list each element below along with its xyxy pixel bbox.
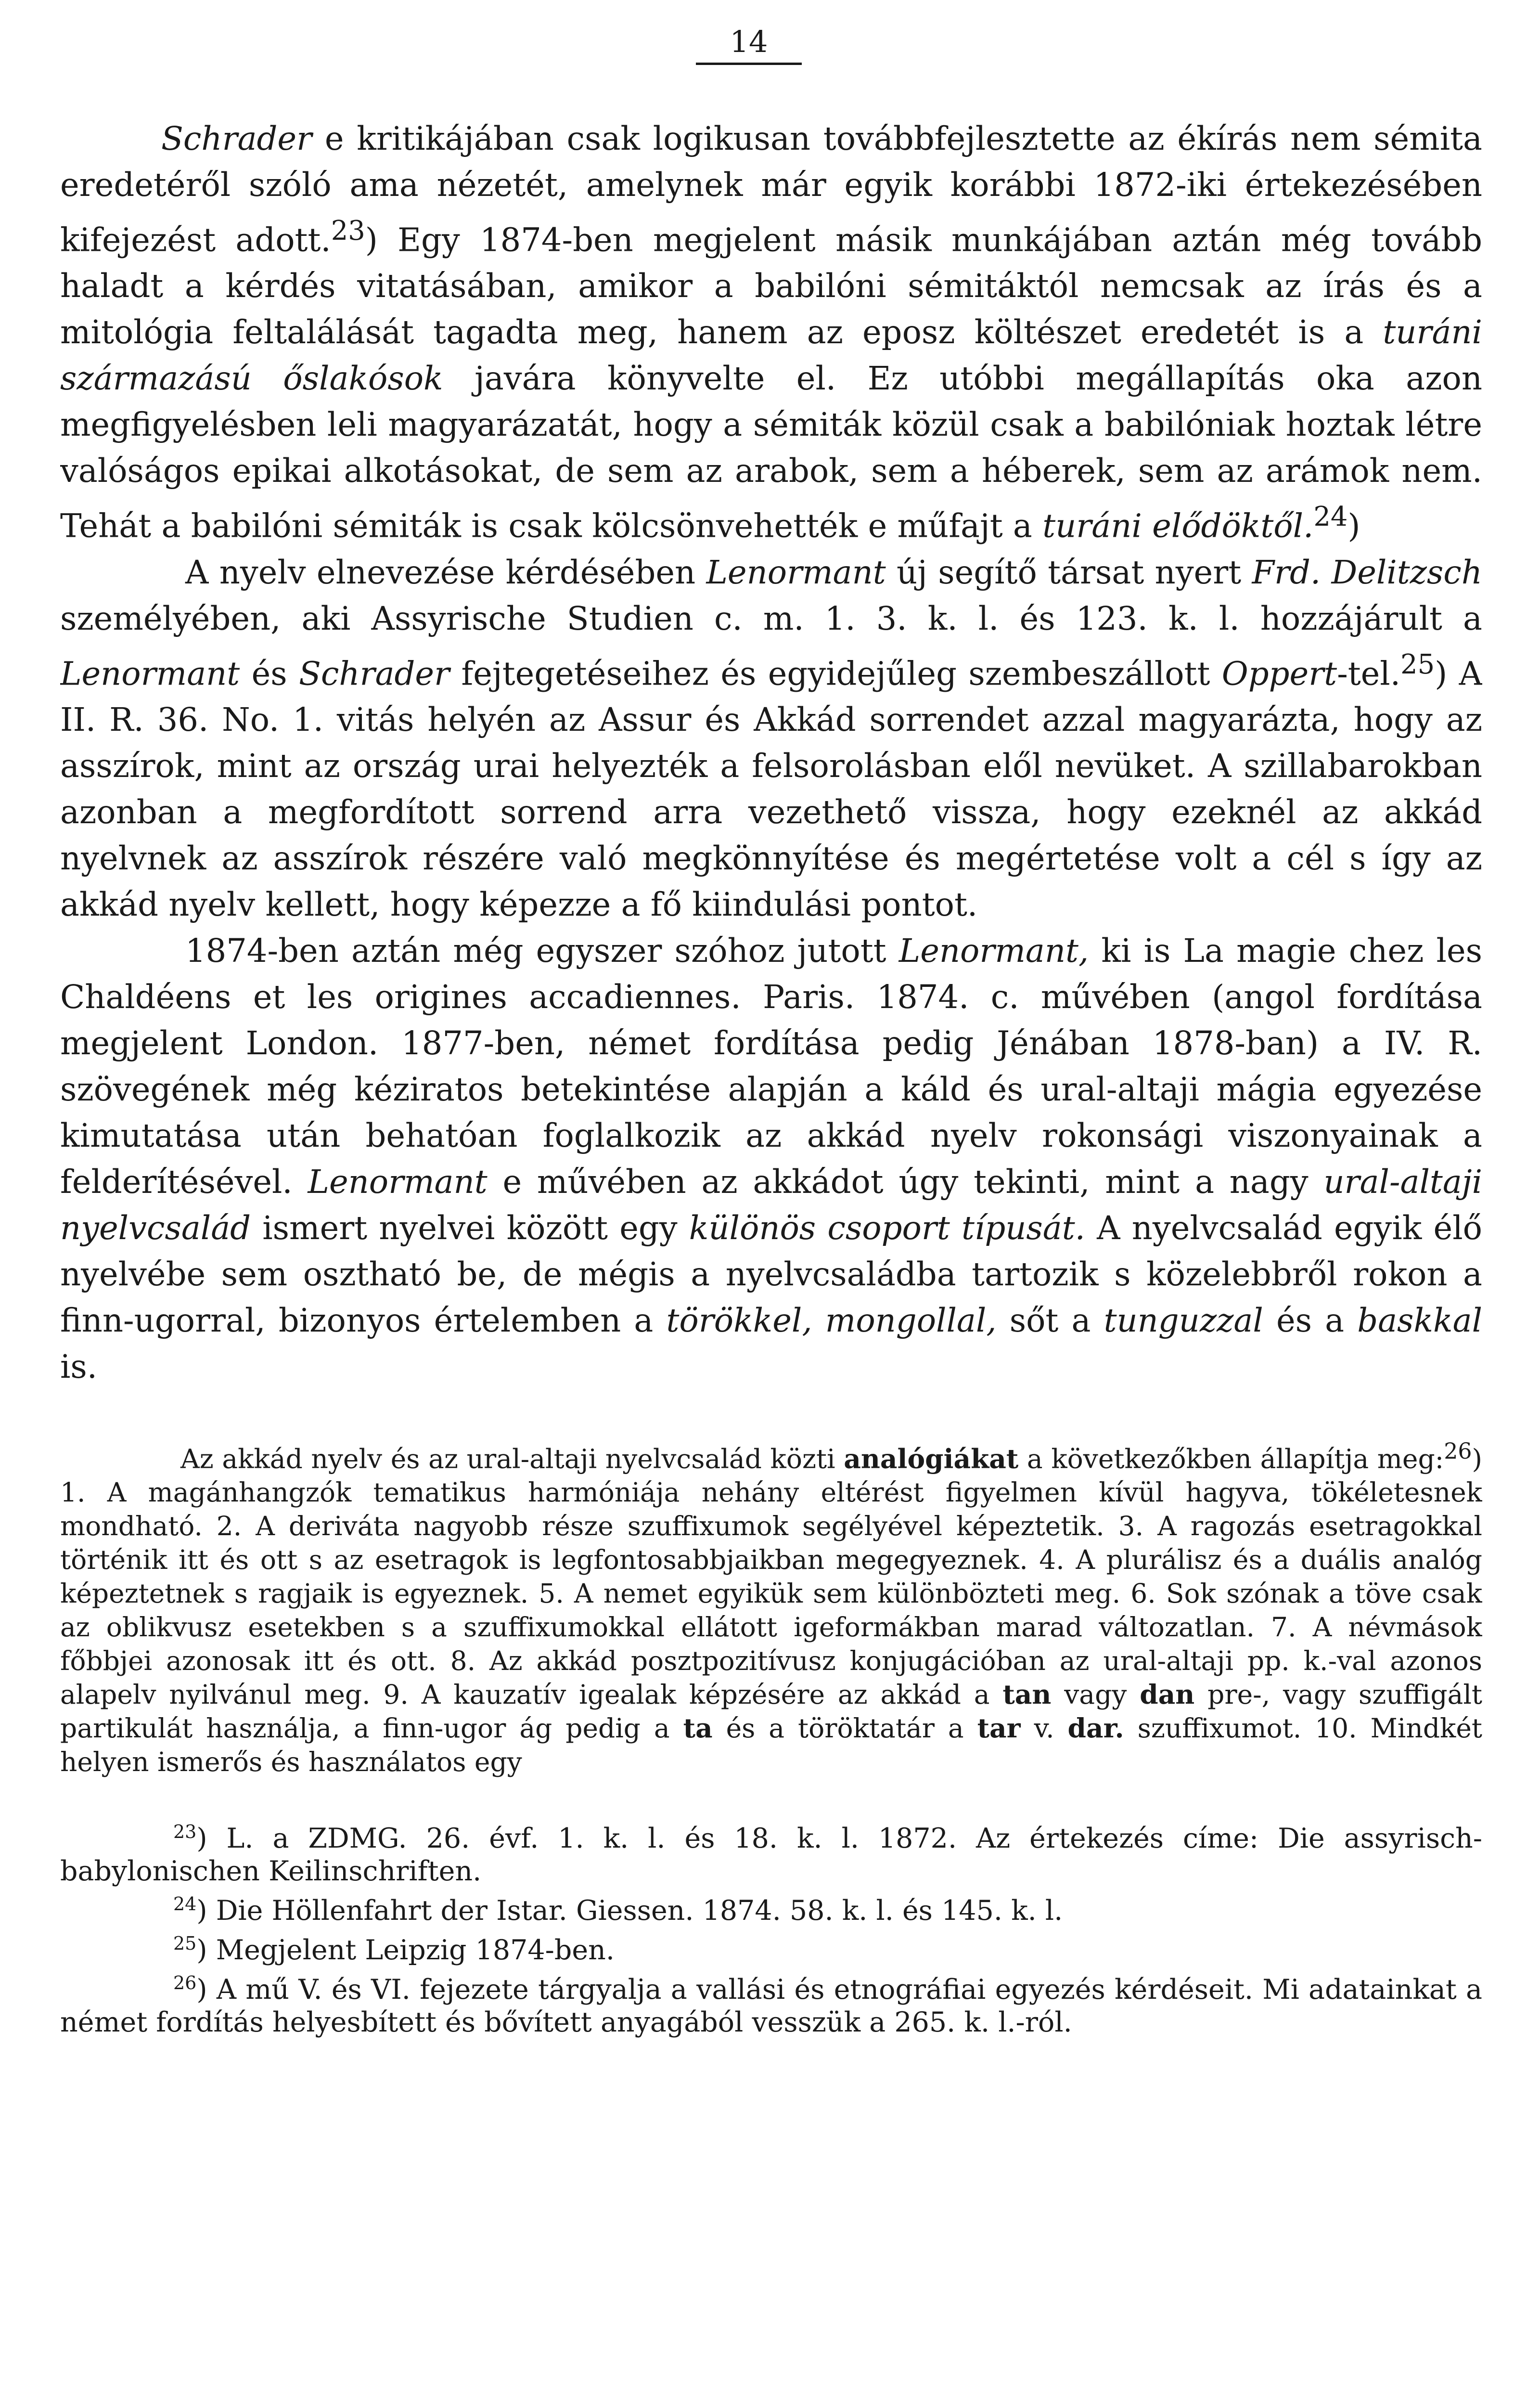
paragraph-text: ki is La magie chez les Chaldéens et les origines accadiennes. Paris. 1874. c. művében (angol fordítása megjelent London. 1877-ben, német fordítása pedig Jénában 1878-ban) a IV. R. szövegének még kéziratos betekintése alapján a káld és ural-altaji mágia egyezése kimutatása után behatóan foglalkozik az akkád nyelv rokonsági viszonyainak a felderítésével.	[60, 932, 1482, 1201]
paragraph-text: javára könyvelte el. Ez utóbbi megállapítás oka azon megfigyelésben leli magyarázatát, hogy a sémiták közül csak a babilóniak hoztak létre valóságos epikai alkotásokat, de sem az arabok, sem a héberek, sem az arámok nem. Tehát a babilóni sémiták is csak kölcsönvehették e műfajt a	[60, 360, 1482, 545]
paragraph-text: sőt a	[996, 1301, 1104, 1339]
paragraph-text: A nyelvcsalád egyik élő nyelvébe sem osztható be, de mégis a nyelvcsaládba tartozik s közelebbről rokon a finn-ugorral, bizonyos értelemben a	[60, 1209, 1482, 1339]
italic-phrase: törökkel, mongollal,	[666, 1301, 997, 1339]
author-name-lenormant: Lenormant	[706, 553, 886, 591]
main-text	[60, 116, 1482, 1390]
note-text: és a töröktatár a	[712, 1713, 977, 1744]
author-name-delitzsch: Frd. Delitzsch	[1252, 553, 1482, 591]
footnote-number: 23	[173, 1821, 197, 1843]
footnote-25	[60, 1934, 1482, 1967]
note-text: ) 1. A magánhangzók tematikus harmóniája nehány eltérést figyelmen kívül hagyva, tökéletesnek mondható. 2. A deriváta nagyobb része szuffixumok segélyével képeztetik. 3. A ragozás esetragokkal történik itt és ott s az esetragok is legfontosabbjaikban megegyeznek. 4. A plurálisz és a duális analóg képeztetnek s ragjaik is egyeznek. 5. A nemet egyikük sem különbözteti meg. 6. Sok szónak a töve csak az oblikvusz esetekben s a szuffixumokkal ellátott igeformákban marad változatlan. 7. A névmások főbbjei azonosak itt és ott. 8. Az akkád posztpozitívusz konjugációban az ural-altaji pp. k.-val azonos alapelv nyilvánul meg. 9. A kauzatív igealak képzésére az akkád a	[60, 1443, 1482, 1710]
note-text: v.	[1020, 1713, 1068, 1744]
footnote-text: ) L. a ZDMG. 26. évf. 1. k. l. és 18. k. l. 1872. Az értekezés címe: Die assyrisch-babylonischen Keilinschriften.	[60, 1823, 1482, 1888]
footnote-number: 24	[173, 1893, 197, 1915]
paragraph-text: e kritikájában csak logikusan továbbfejlesztette az ékírás nem sémita eredetéről szóló ama nézetét, amelynek már egyik korábbi 1872-iki értekezésében kifejezést adott.	[60, 120, 1482, 259]
italic-phrase: különös csoport típusát.	[689, 1209, 1085, 1247]
paragraph-text: és a	[1263, 1301, 1358, 1339]
italic-phrase: ural-altaji nyelvcsalád	[60, 1163, 1482, 1247]
bold-term: tan	[1002, 1679, 1052, 1710]
footnote-reference: 26	[1444, 1437, 1472, 1464]
paragraph-text: -tel.	[1337, 654, 1401, 692]
paragraph-text: és	[240, 654, 299, 692]
paragraph-text: ) A II. R. 36. No. 1. vitás helyén az Assur és Akkád sorrendet azzal magyarázta, hogy az asszírok, mint az ország urai helyezték a felsorolásban elől nevüket. A szillabarokban azonban a megfordított sorrend arra vezethető vissza, hogy ezeknél az akkád nyelvnek az asszírok részére való megkönnyítése és megértetése volt a cél s így az akkád nyelv kellett, hogy képezze a fő kiindulási pontot.	[60, 654, 1482, 923]
analogies-note	[60, 1434, 1482, 1779]
author-name-lenormant: Lenormant	[308, 1163, 488, 1201]
paragraph-text: ) Egy 1874-ben megjelent másik munkájában aztán még tovább haladt a kérdés vitatásában, amikor a babilóni sémitáktól nemcsak az írás és a mitológia feltalálását tagadta meg, hanem az eposz költészet eredetét is a	[60, 221, 1482, 351]
footnote-reference: 23	[331, 215, 365, 246]
note-text: Az akkád nyelv és az ural-altaji nyelvcsalád közti	[180, 1443, 844, 1475]
footnote-reference: 24	[1313, 501, 1348, 533]
paragraph-lenormant-1874	[60, 928, 1482, 1390]
bold-term: analógiákat	[844, 1443, 1019, 1475]
paragraph-text: 1874-ben aztán még egyszer szóhoz jutott	[185, 932, 899, 970]
paragraph-text: )	[1348, 507, 1360, 545]
paragraph-text: e művében az akkádot úgy tekinti, mint a nagy	[487, 1163, 1324, 1201]
paragraph-language-name	[60, 549, 1482, 928]
paragraph-text: új segítő társat nyert	[886, 553, 1252, 591]
author-name-schrader: Schrader	[298, 654, 450, 692]
note-text: szuffixumot. 10. Mindkét helyen ismerős és használatos egy	[60, 1713, 1482, 1778]
bold-term: dan	[1140, 1679, 1195, 1710]
footnote-reference: 25	[1400, 648, 1435, 680]
author-name-lenormant: Lenormant	[60, 654, 240, 692]
paragraph-text: ismert nyelvei között egy	[251, 1209, 689, 1247]
paragraph-text: is.	[60, 1347, 98, 1385]
bold-term: ta	[683, 1712, 713, 1744]
author-name-oppert: Oppert	[1221, 654, 1337, 692]
footnote-23	[60, 1822, 1482, 1888]
footnote-text: ) Die Höllenfahrt der Istar. Giessen. 1874. 58. k. l. és 145. k. l.	[196, 1895, 1063, 1927]
footnotes	[60, 1822, 1482, 2039]
bold-term: tar	[977, 1712, 1021, 1744]
footnote-text: ) Megjelent Leipzig 1874-ben.	[196, 1934, 615, 1967]
footnote-text: ) A mű V. és VI. fejezete tárgyalja a vallási és etnográfiai egyezés kérdéseit. Mi adatainkat a német fordítás helyesbített és bővített anyagából vesszük a 265. k. l.-ról.	[60, 1974, 1482, 2039]
italic-phrase: turáni elődöktől.	[1042, 507, 1314, 545]
note-text: a következőkben állapítja meg:	[1018, 1443, 1444, 1475]
footnote-number: 26	[173, 1972, 197, 1994]
footnote-26	[60, 1973, 1482, 2039]
footnote-number: 25	[173, 1933, 197, 1954]
bold-term: dar.	[1067, 1712, 1124, 1744]
note-text: pre-, vagy szuffigált partikulát használja, a finn-ugor ág pedig a	[60, 1679, 1482, 1744]
paragraph-text: A nyelv elnevezése kérdésében	[185, 553, 706, 591]
author-name-schrader: Schrader	[161, 120, 312, 157]
italic-phrase: tunguzzal	[1104, 1301, 1263, 1339]
page-number: 14	[696, 27, 802, 65]
italic-phrase: baskkal	[1357, 1301, 1482, 1339]
page-content	[60, 116, 1482, 2407]
author-name-lenormant: Lenormant,	[898, 932, 1089, 970]
paragraph-text: fejtegetéseihez és egyidejűleg szembeszállott	[449, 654, 1222, 692]
footnote-24	[60, 1894, 1482, 1927]
paragraph-text: személyében, aki Assyrische Studien c. m. 1. 3. k. l. és 123. k. l. hozzájárult a	[60, 599, 1482, 637]
italic-phrase: turáni származású őslakósok	[60, 313, 1482, 398]
note-text: vagy	[1051, 1679, 1140, 1710]
paragraph-schrader	[60, 116, 1482, 549]
